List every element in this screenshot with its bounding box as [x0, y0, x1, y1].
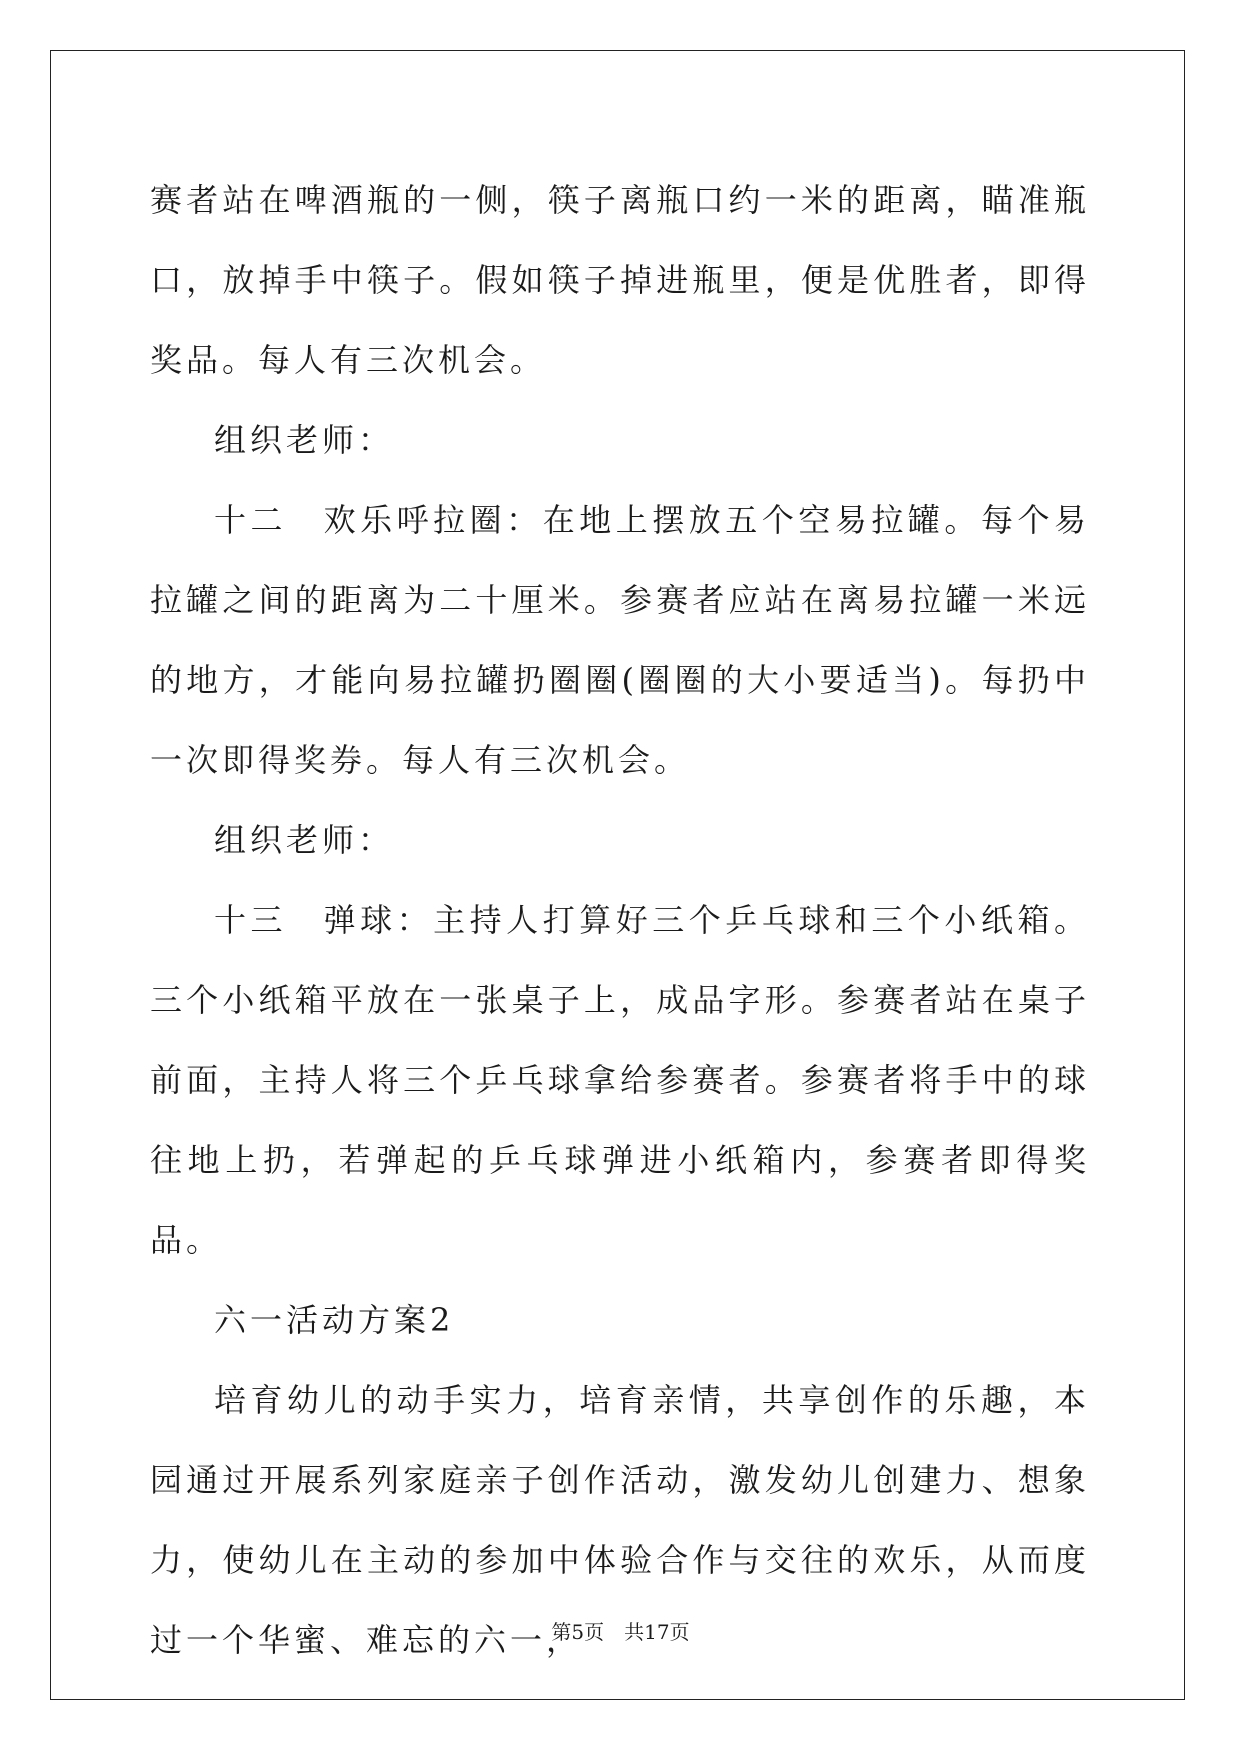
page-number: 第5页 共17页	[551, 1620, 690, 1644]
document-body	[150, 160, 1090, 1680]
paragraph: 组织老师：	[214, 821, 395, 859]
paragraph: 十二 欢乐呼拉圈：在地上摆放五个空易拉罐。每个易拉罐之间的距离为二十厘米。参赛者应站在离易拉罐一米远的地方，才能向易拉罐扔圈圈(圈圈的大小要适当)。每扔中一次即得奖券。每人有三次机会。	[150, 501, 1090, 779]
paragraph: 赛者站在啤酒瓶的一侧，筷子离瓶口约一米的距离，瞄准瓶口，放掉手中筷子。假如筷子掉进瓶里，便是优胜者，即得奖品。每人有三次机会。	[150, 181, 1090, 379]
section-heading: 六一活动方案2	[214, 1301, 455, 1339]
paragraph: 组织老师：	[214, 421, 395, 459]
paragraph: 培育幼儿的动手实力，培育亲情，共享创作的乐趣，本园通过开展系列家庭亲子创作活动，激发幼儿创建力、想象力，使幼儿在主动的参加中体验合作与交往的欢乐，从而度过一个华蜜、难忘的六一，	[150, 1381, 1090, 1659]
paragraph: 十三 弹球：主持人打算好三个乒乓球和三个小纸箱。三个小纸箱平放在一张桌子上，成品字形。参赛者站在桌子前面，主持人将三个乒乓球拿给参赛者。参赛者将手中的球往地上扔，若弹起的乒乓球弹进小纸箱内，参赛者即得奖品。	[150, 901, 1090, 1259]
